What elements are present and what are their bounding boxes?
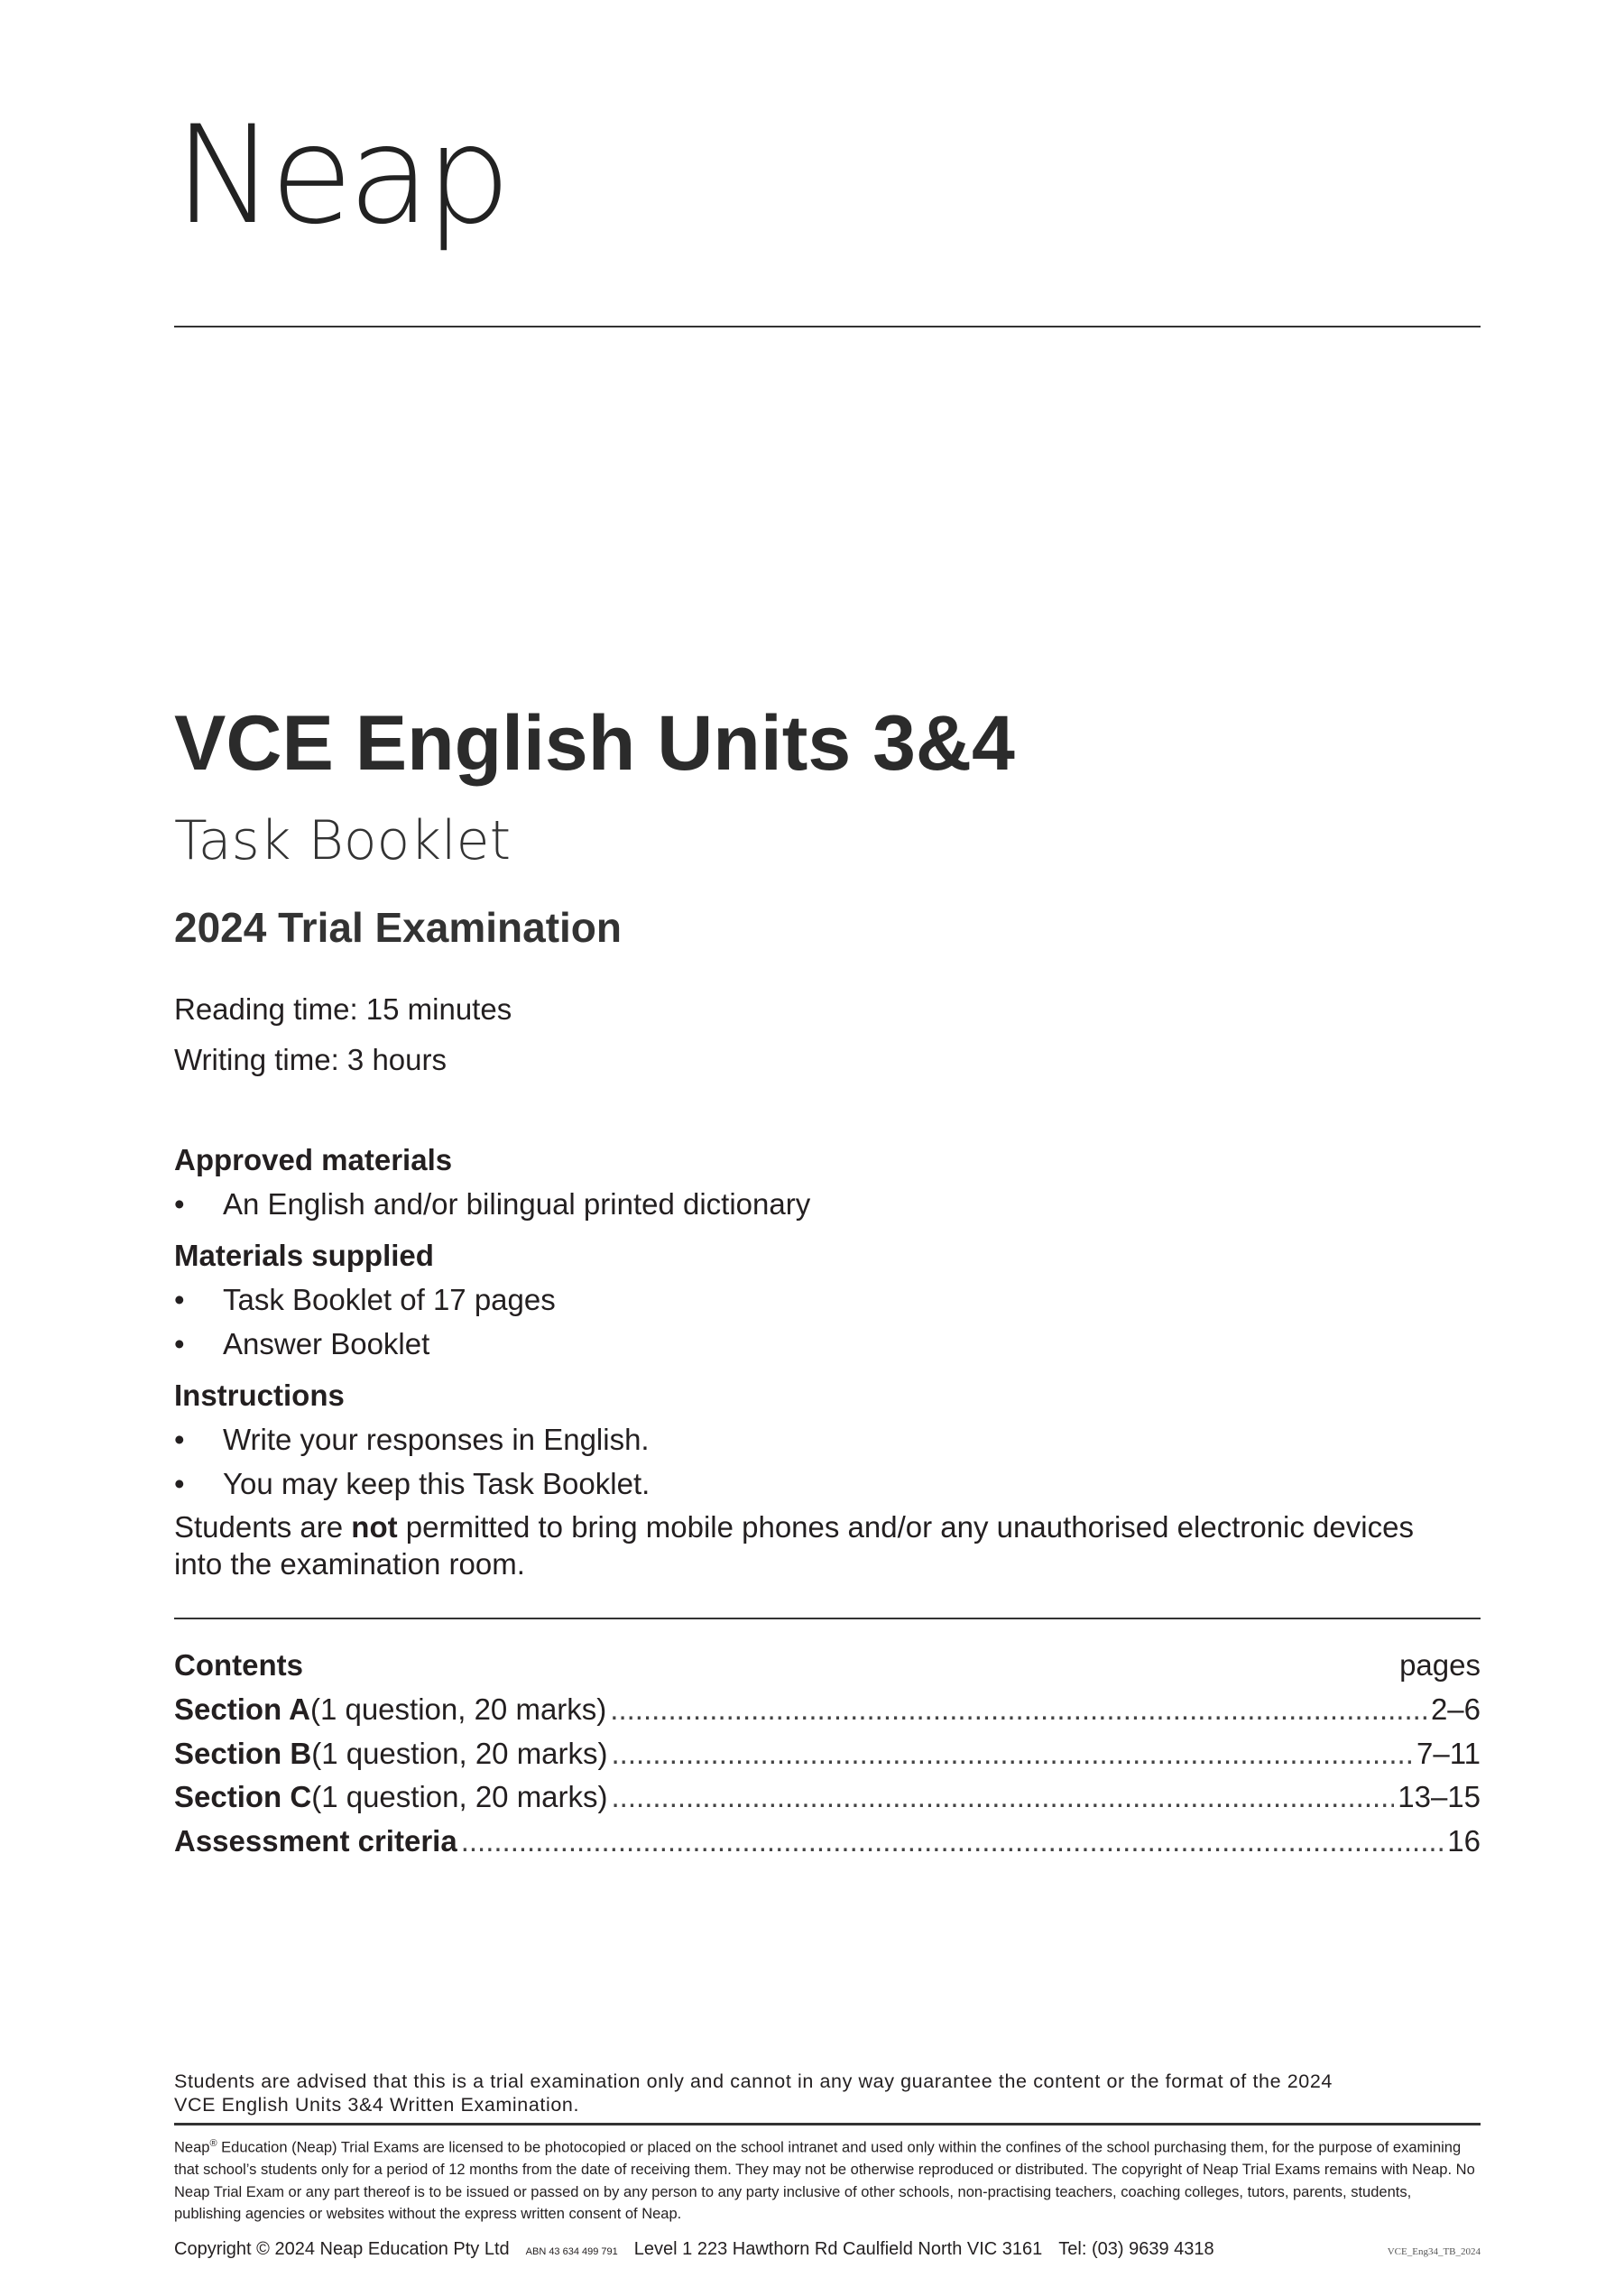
- subtitle: Task Booklet: [174, 809, 512, 872]
- neap-logo: Neap: [174, 97, 506, 254]
- list-item: • Answer Booklet: [174, 1327, 430, 1360]
- copyright-line: Copyright © 2024 Neap Education Pty Ltd ABN 43 634 499 791 Level 1 223 Hawthorn Rd Caulfield North VIC 3161 Tel: (03) 9639 4318 VCE_Eng34_TB_2024: [174, 2239, 1481, 2259]
- divider: [174, 326, 1481, 327]
- writing-time: Writing time: 3 hours: [174, 1043, 447, 1076]
- page-title: VCE English Units 3&4: [174, 700, 1015, 787]
- trial-advice: Students are advised that this is a trial examination only and cannot in any way guarantee the content or the format of the 2024 VCE English Units 3&4 Written Examination.: [174, 2070, 1333, 2116]
- license-text: Neap® Education (Neap) Trial Exams are licensed to be photocopied or placed on the school intranet and used only within the confines of the school purchasing them, for the purpose of examining that school’s students only for a period of 12 months from the date of receiving them. They may not be otherwise reproduced or distributed. The copyright of Neap Trial Exams remains with Neap. No Neap Trial Exam or any part thereof is to be issued or passed on by any person to any party inclusive of other schools, non-practising teachers, coaching colleges, tutors, parents, students, publishing agencies or websites without the express written consent of Neap.: [174, 2138, 1475, 2222]
- exam-name: 2024 Trial Examination: [174, 904, 623, 951]
- list-item: • Write your responses in English.: [174, 1423, 650, 1456]
- instructions-heading: Instructions: [174, 1379, 345, 1412]
- list-item: • You may keep this Task Booklet.: [174, 1467, 651, 1500]
- list-item: • Task Booklet of 17 pages: [174, 1283, 556, 1316]
- devices-note: Students are not permitted to bring mobile phones and/or any unauthorised electronic devices: [174, 1510, 1414, 1544]
- approved-heading: Approved materials: [174, 1143, 453, 1176]
- item-text: Answer Booklet: [223, 1327, 430, 1360]
- item-text: An English and/or bilingual printed dictionary: [223, 1187, 811, 1221]
- list-item: • An English and/or bilingual printed dictionary: [174, 1187, 811, 1221]
- contents-header: Contents pages: [174, 1648, 1481, 1682]
- divider: [174, 1618, 1481, 1619]
- toc-row: Assessment criteria ..... 16: [174, 1824, 1481, 1858]
- divider: [174, 2123, 1481, 2125]
- toc-row: Section A (1 question, 20 marks) ..... 2–6: [174, 1692, 1481, 1727]
- reading-time: Reading time: 15 minutes: [174, 992, 512, 1026]
- item-text: Task Booklet of 17 pages: [223, 1283, 556, 1316]
- item-text: You may keep this Task Booklet.: [223, 1467, 651, 1500]
- supplied-heading: Materials supplied: [174, 1239, 434, 1272]
- item-text: Write your responses in English.: [223, 1423, 650, 1456]
- devices-note-line2: into the examination room.: [174, 1547, 525, 1581]
- toc-row: Section B (1 question, 20 marks) ..... 7–11: [174, 1737, 1481, 1771]
- toc-row: Section C (1 question, 20 marks) ..... 13–15: [174, 1780, 1481, 1814]
